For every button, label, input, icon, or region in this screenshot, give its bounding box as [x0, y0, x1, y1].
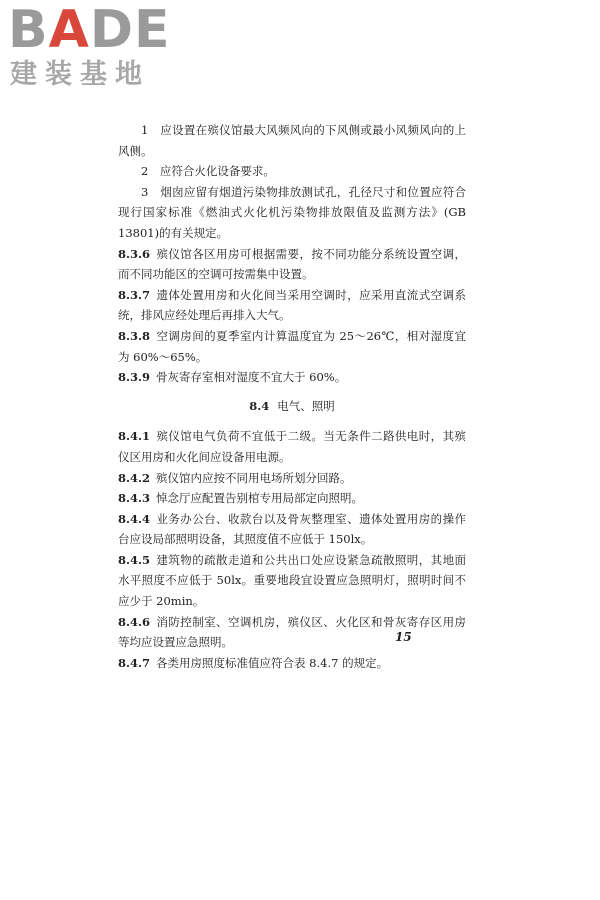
clause-number: 8.3.6 — [118, 246, 151, 261]
logo-accent-letter: A — [48, 0, 90, 60]
clause-number: 8.3.9 — [118, 370, 151, 385]
clause-number: 8.4.5 — [118, 552, 151, 567]
paragraph-text: 空调房间的夏季室内计算温度宜为 25～26℃，相对湿度宜为 60%～65%。 — [118, 328, 466, 364]
clause-number: 8.4.7 — [118, 655, 151, 670]
clause-paragraph — [118, 285, 466, 326]
clause-paragraph — [118, 367, 466, 388]
site-logo — [8, 2, 178, 94]
section-number: 8.4 — [249, 398, 270, 413]
paragraph-text: 建筑物的疏散走道和公共出口处应设紧急疏散照明，其地面水平照度不应低于 50lx。重要地段宜设置应急照明灯，照明时间不应少于 20min。 — [118, 552, 466, 609]
paragraph-text: 殡仪馆电气负荷不宜低于二级。当无条件二路供电时，其殡仪区用房和火化间应设备用电源。 — [118, 429, 466, 464]
paragraph-text: 悼念厅应配置告别棺专用局部定向照明。 — [156, 491, 364, 506]
clause-paragraph — [118, 509, 466, 550]
clause-number: 8.4.2 — [118, 470, 151, 485]
clause-number: 8.3.8 — [118, 328, 151, 343]
logo-subtitle: 建装基地 — [10, 59, 150, 90]
list-item — [118, 161, 466, 182]
clause-paragraph — [118, 326, 466, 367]
section-title: 电气、照明 — [277, 398, 335, 413]
clause-number: 8.4.3 — [118, 491, 151, 506]
clause-paragraph — [118, 244, 466, 285]
paragraph-text: 2 应符合火化设备要求。 — [141, 164, 275, 179]
paragraph-text: 各类用房照度标准值应符合表 8.4.7 的规定。 — [156, 655, 389, 670]
clause-number: 8.4.4 — [118, 511, 151, 526]
clause-paragraph — [118, 653, 466, 674]
list-item — [118, 182, 466, 244]
clause-number: 8.3.7 — [118, 287, 151, 302]
section-heading — [118, 396, 466, 417]
clause-paragraph — [118, 488, 466, 509]
paragraph-text: 殡仪馆各区用房可根据需要，按不同功能分系统设置空调，而不同功能区的空调可按需集中设置。 — [118, 246, 466, 282]
clause-paragraph — [118, 426, 466, 467]
page-number: 15 — [395, 630, 412, 644]
clause-number: 8.4.1 — [118, 429, 151, 444]
paragraph-text: 3 烟囱应留有烟道污染物排放测试孔，孔径尺寸和位置应符合现行国家标准《燃油式火化机污染物排放限值及监测方法》(GB 13801)的有关规定。 — [118, 184, 466, 240]
clause-paragraph — [118, 550, 466, 612]
paragraph-text: 1 应设置在殡仪馆最大风频风向的下风侧或最小风频风向的上风侧。 — [118, 123, 466, 158]
paragraph-text: 遗体处置用房和火化间当采用空调时，应采用直流式空调系统，排风应经处理后再排入大气。 — [118, 287, 466, 323]
clause-paragraph — [118, 468, 466, 489]
list-item — [118, 120, 466, 161]
document-body — [118, 120, 466, 673]
clause-paragraph — [118, 612, 466, 653]
paragraph-text: 殡仪馆内应按不同用电场所划分回路。 — [156, 470, 352, 485]
logo-wordmark: BADE — [8, 0, 171, 60]
paragraph-text: 骨灰寄存室相对湿度不宜大于 60%。 — [156, 370, 347, 385]
paragraph-text: 业务办公台、收款台以及骨灰整理室、遗体处置用房的操作台应设局部照明设备，其照度值不应低于 150lx。 — [118, 511, 466, 547]
clause-number: 8.4.6 — [118, 614, 151, 629]
paragraph-text: 消防控制室、空调机房，殡仪区、火化区和骨灰寄存区用房等均应设置应急照明。 — [118, 614, 466, 650]
